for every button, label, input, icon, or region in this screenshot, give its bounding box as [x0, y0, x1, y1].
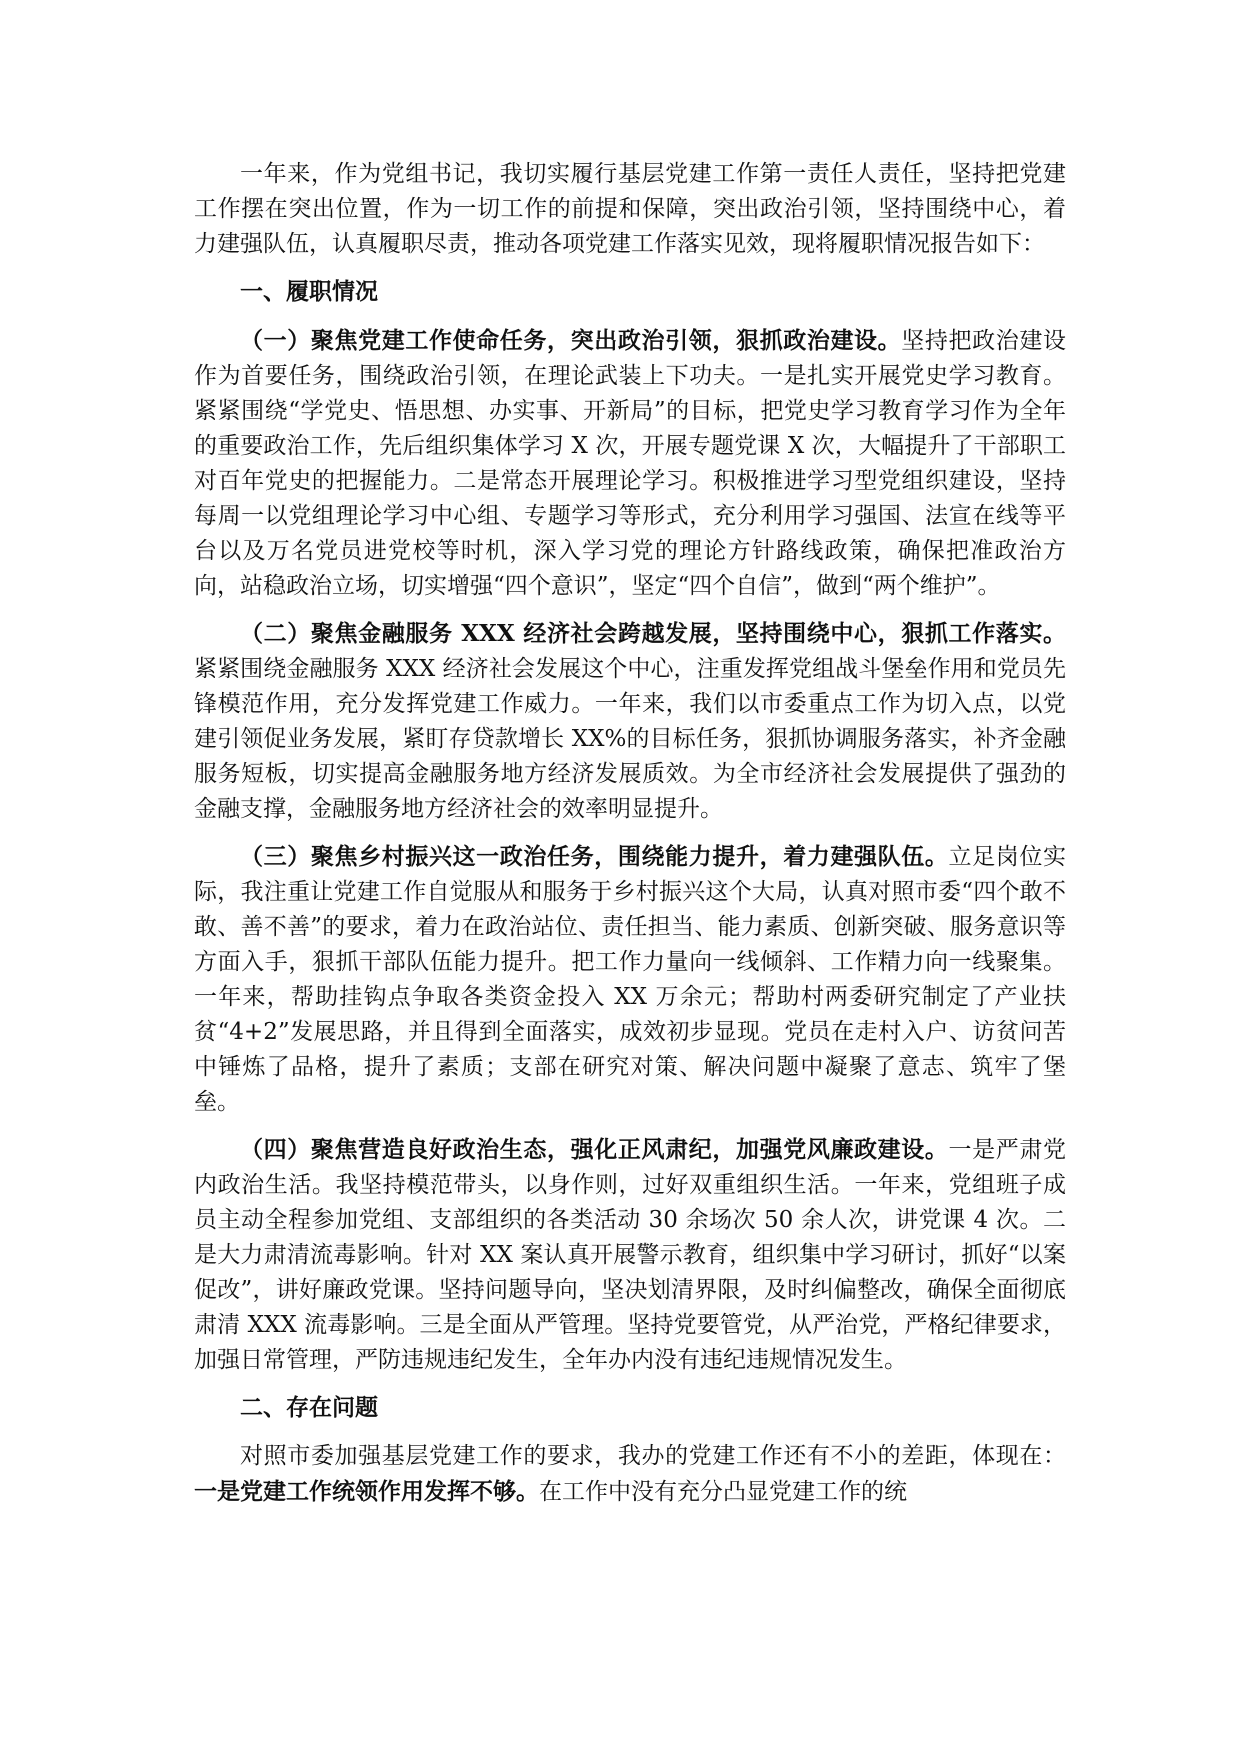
subsection-body: 坚持把政治建设作为首要任务，围绕政治引领，在理论武装上下功夫。一是扎实开展党史学习教育。紧紧围绕“学党史、悟思想、办实事、开新局”的目标，把党史学习教育学习作为全年的重要政治工作，先后组织集体学习 X 次，开展专题党课 X 次，大幅提升了干部职工对百年党史的把握能力。二是常态开展理论学习。积极推进学习型党组织建设，坚持每周一以党组理论学习中心组、专题学习等形式，充分利用学习强国、法宣在线等平台以及万名党员进党校等时机，深入学习党的理论方针路线政策，确保把准政治方向，站稳政治立场，切实增强“四个意识”，坚定“四个自信”，做到“两个维护”。	[194, 328, 1067, 599]
subsection-lead: （一）聚焦党建工作使命任务，突出政治引领，狠抓政治建设。	[240, 327, 902, 354]
section-heading-performance: 一、履职情况	[240, 278, 378, 305]
problems-lead: 一是党建工作统领作用发挥不够。	[194, 1478, 539, 1505]
subsection-paragraph	[194, 616, 1066, 827]
section-heading-problems: 二、存在问题	[240, 1394, 378, 1421]
subsection-lead: （三）聚焦乡村振兴这一政治任务，围绕能力提升，着力建强队伍。	[240, 843, 949, 870]
document-body	[194, 157, 1066, 1522]
subsection-paragraph	[194, 839, 1066, 1120]
subsection-paragraph	[194, 1132, 1066, 1378]
subsection-body: 立足岗位实际，我注重让党建工作自觉服从和服务于乡村振兴这个大局，认真对照市委“四个敢不敢、善不善”的要求，着力在政治站位、责任担当、能力素质、创新突破、服务意识等方面入手，狠抓干部队伍能力提升。把工作力量向一线倾斜、工作精力向一线聚集。一年来，帮助挂钩点争取各类资金投入 XX 万余元；帮助村两委研究制定了产业扶贫“4+2”发展思路，并且得到全面落实，成效初步显现。党员在走村入户、访贫问苦中锤炼了品格，提升了素质；支部在研究对策、解决问题中凝聚了意志、筑牢了堡垒。	[194, 844, 1067, 1115]
intro-paragraph: 一年来，作为党组书记，我切实履行基层党建工作第一责任人责任，坚持把党建工作摆在突出位置，作为一切工作的前提和保障，突出政治引领，坚持围绕中心，着力建强队伍，认真履职尽责，推动各项党建工作落实见效，现将履职情况报告如下：	[194, 161, 1066, 257]
problems-intro-text: 对照市委加强基层党建工作的要求，我办的党建工作还有不小的差距，体现在：	[240, 1443, 1066, 1469]
subsection-body: 一是严肃党内政治生活。我坚持模范带头，以身作则，过好双重组织生活。一年来，党组班子成员主动全程参加党组、支部组织的各类活动 30 余场次 50 余人次，讲党课 4 次。二是大力肃清流毒影响。针对 XX 案认真开展警示教育，组织集中学习研讨，抓好“以案促改”，讲好廉政党课。坚持问题导向，坚决划清界限，及时纠偏整改，确保全面彻底肃清 XXX 流毒影响。三是全面从严管理。坚持党要管党，从严治党，严格纪律要求，加强日常管理，严防违规违纪发生，全年办内没有违纪违规情况发生。	[194, 1137, 1067, 1373]
problems-body: 在工作中没有充分凸显党建工作的统	[539, 1479, 907, 1505]
subsection-body: 紧紧围绕金融服务 XXX 经济社会发展这个中心，注重发挥党组战斗堡垒作用和党员先锋模范作用，充分发挥党建工作威力。一年来，我们以市委重点工作为切入点，以党建引领促业务发展，紧盯存贷款增长 XX%的目标任务，狠抓协调服务落实，补齐金融服务短板，切实提高金融服务地方经济发展质效。为全市经济社会发展提供了强劲的金融支撑，金融服务地方经济社会的效率明显提升。	[194, 656, 1066, 822]
subsection-paragraph	[194, 323, 1066, 604]
subsection-lead: （四）聚焦营造良好政治生态，强化正风肃纪，加强党风廉政建设。	[240, 1136, 949, 1163]
problems-paragraph	[194, 1439, 1066, 1510]
subsection-lead: （二）聚焦金融服务 XXX 经济社会跨越发展，坚持围绕中心，狠抓工作落实。	[240, 620, 1066, 647]
